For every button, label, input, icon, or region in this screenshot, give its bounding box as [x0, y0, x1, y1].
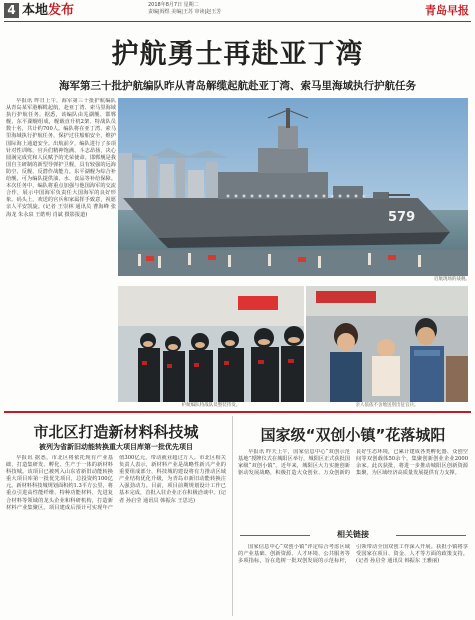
story-b-subhead: 被列为省新旧动能转换重大项目库第一批优先项目 — [39, 443, 193, 451]
section-title-a: 本地 — [22, 3, 49, 18]
main-subhead: 海军第三十批护航编队昨从青岛解缆起航赴亚丁湾、索马里海域执行护航任务 — [59, 80, 416, 92]
hull-number: 579 — [388, 210, 416, 225]
related-links-body: 国家信息中心“双创小镇”评定综合考虑区域的产业基础、创新资源、人才环境、公共服务等多项指标，旨在选树一批双创发展的示范标杆，引领带动全国双创工作深入开展。获批小镇将享受国家在项目、资金、人才等方面的政策支持。(记者 孙启莹 通讯员 韩振东 王雅丽) — [238, 544, 468, 565]
header-meta — [148, 2, 288, 15]
main-body-text: 早报讯 昨日上午，海军第三十批护航编队从青岛某军港解缆起航，赴亚丁湾、索马里海域执行护航任务。据悉，该编队由芜湖舰、邯郸舰、东平湖舰组成，舰载直升机2架、特战队员数十名，共计约700人。编队将在亚丁湾、索马里海域执行护航任务，保护过往船舶安全，维护国际海上通道安全。出航前夕，编队进行了多项针对性训练，官兵们精神饱满、斗志昂扬，决心圆满完成党和人民赋予的光荣使命。邯郸舰是我国自主研制的新型导弹护卫舰，具有较强的远海防空、反舰、反潜作战能力。东平湖舰为综合补给舰，可为编队提供油、水、食品等补给保障。本次任务中，编队将重点加强与他国海军的交流合作，展示中国海军负责任大国海军的良好形象。码头上，欢送的官兵和家属挥手致意，祝愿亲人平安凯旋。(记者 王崇林 通讯员 曹海峰 张海龙 朱永泉 王皓明 肖斌 摄影报道) — [6, 98, 116, 218]
soldiers-illustration — [118, 286, 304, 402]
warship-photo — [118, 98, 468, 276]
related-links-title: 相关链接 — [337, 530, 369, 539]
section-title-b: 发布 — [48, 3, 75, 18]
special-forces-photo — [118, 286, 304, 402]
warship-illustration — [118, 98, 468, 276]
story-b-headline: 市北区打造新材料科技城 — [33, 423, 199, 441]
section-divider — [4, 411, 471, 413]
warship-photo-caption: 启航现场的战舰。 — [434, 277, 470, 282]
paper-logo: 青岛早报 — [425, 4, 469, 17]
related-rule-right — [396, 535, 466, 536]
header-rule — [4, 21, 471, 22]
story-b-body: 早报讯 据悉，市北区将依托现有产业基础，打造集研发、孵化、生产于一体的新材料科技城。该项目已被列入山东省新旧动能转换重大项目库第一批优先项目，总投资约100亿元。新材料科技城规划面积约1.3平方公里，将重点引进高性能纤维、特种功能材料、先进复合材料等领域的龙头企业和科研机构，打造新材料产业集聚区。项目建成后预计可实现年产值300亿元，带动就业超过万人。市北区相关负责人表示，新材料产业是战略性新兴产业的重要组成部分，科技城的建设将有力推动区域产业结构优化升级，为青岛市新旧动能转换注入强劲动力。目前，项目前期规划设计工作已基本完成，首批入驻企业正在积极洽谈中。(记者 孙启莹 通讯员 韩振东 王思达) — [6, 455, 226, 511]
story-c-body: 早报讯 昨天上午，国家信息中心“双创示范基地”授牌仪式在城阳区举行，城阳区正式获批国家级“双创小镇”。近年来，城阳区大力实施创新驱动发展战略，积极打造大众创业、万众创新的良好生态环境，已累计建成各类孵化器、众创空间等双创载体50余个，集聚创新创业企业2000余家。此次获批，将进一步推动城阳区创新资源集聚，为区域经济高质量发展提供有力支撑。 — [238, 449, 468, 477]
family-farewell-photo — [306, 286, 468, 402]
section-title — [22, 3, 74, 18]
special-forces-caption: 护航编队特战队员整装待发。 — [181, 403, 241, 408]
editor-line: 责编|阎煜 美编|王苏 审读|赵玉芳 — [148, 8, 222, 15]
page-header — [0, 0, 475, 22]
main-headline: 护航勇士再赴亚丁湾 — [111, 39, 364, 70]
story-c-headline: 国家级“双创小镇”花落城阳 — [260, 426, 446, 444]
page-number: 4 — [4, 3, 19, 18]
date-line: 2018年8月7日 星期二 — [148, 2, 199, 8]
farewell-illustration — [306, 286, 468, 402]
family-farewell-caption: 亲人依依不舍地送别出征官兵。 — [355, 403, 419, 408]
column-divider — [232, 416, 233, 616]
related-rule-left — [240, 535, 310, 536]
